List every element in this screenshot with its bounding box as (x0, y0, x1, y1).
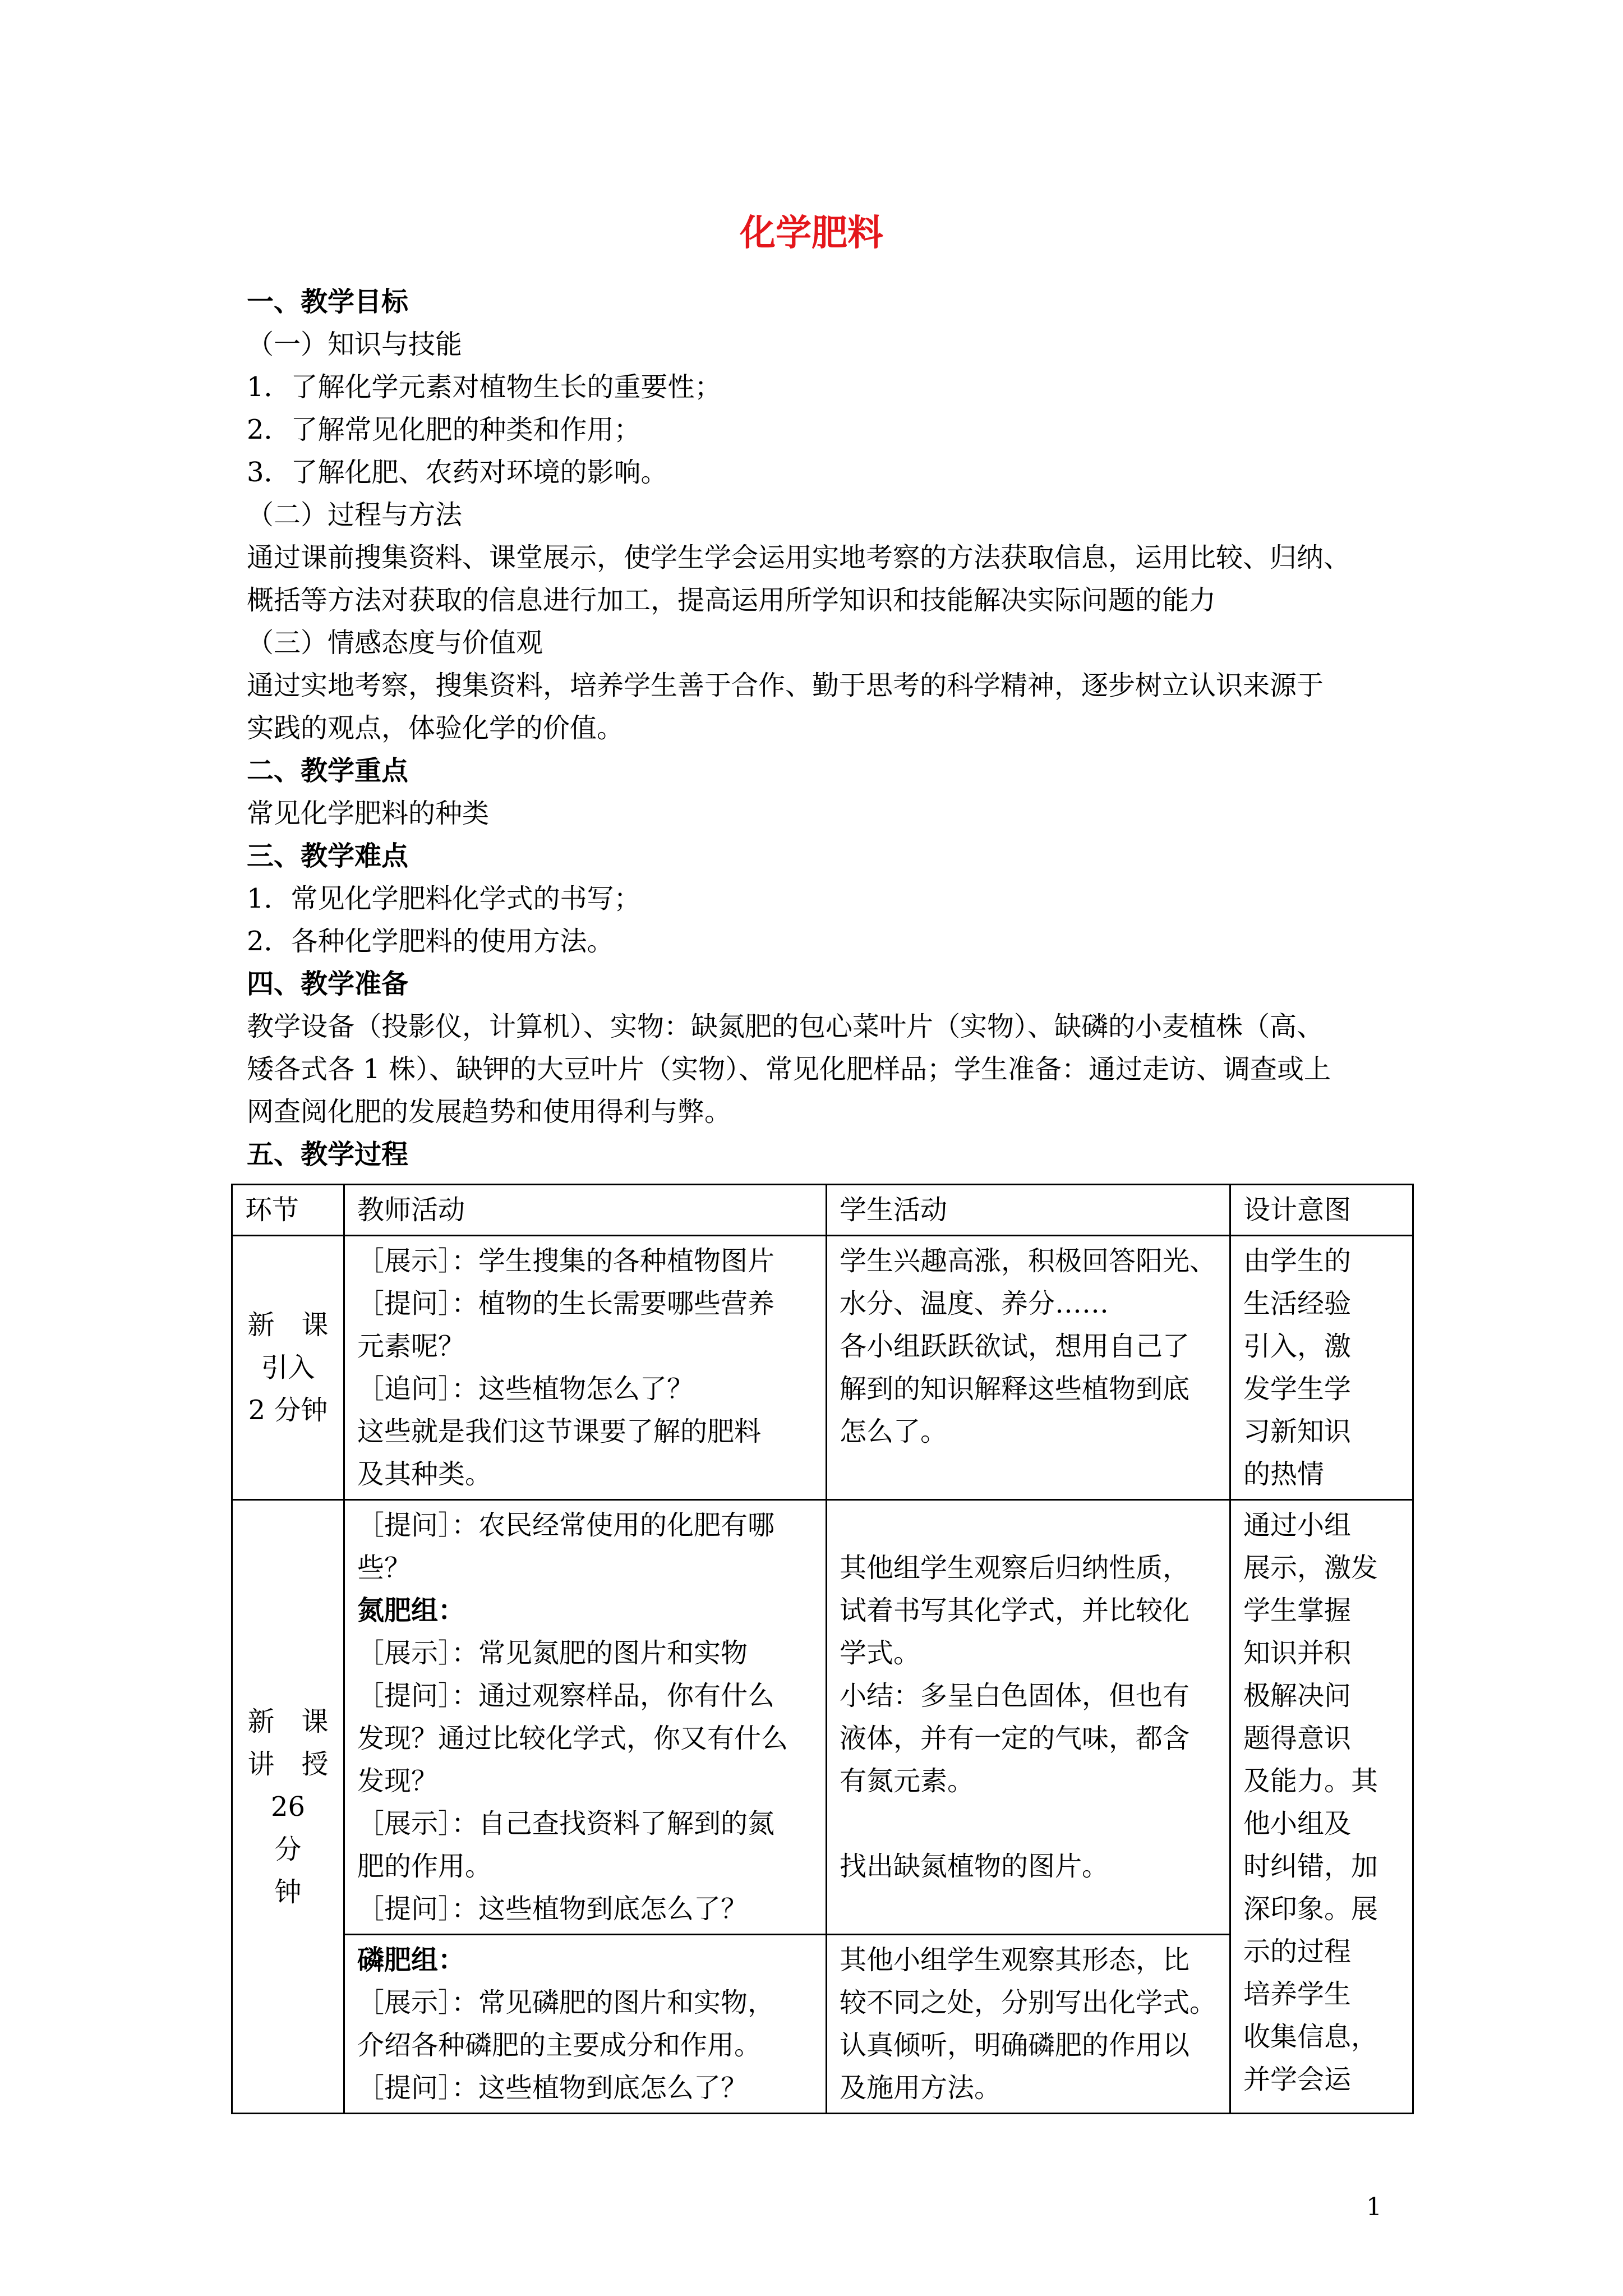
difficulty-item-1: 1．常见化学肥料化学式的书写； (247, 883, 641, 914)
difficulty-item-2: 2．各种化学肥料的使用方法。 (247, 926, 614, 957)
section-heading-objectives: 一、教学目标 (247, 286, 409, 318)
table-row (232, 1500, 1413, 1935)
objective-item-2: 2．了解常见化肥的种类和作用； (247, 414, 641, 445)
stage-intro: 新 课 引入 2 分钟 (232, 1236, 344, 1500)
subheading-process: （二）过程与方法 (247, 499, 463, 531)
subheading-attitude: （三）情感态度与价值观 (247, 627, 543, 659)
document-title: 化学肥料 (740, 212, 883, 254)
teacher-activity-intro: ［展示］：学生搜集的各种植物图片 ［提问］：植物的生长需要哪些营养 元素呢？ ［追问］：这些植物怎么了？ 这些就是我们这节课要了解的肥料 及其种类。 (344, 1236, 827, 1500)
document-body (247, 280, 1396, 1176)
design-intent-intro: 由学生的 生活经验 引入，激 发学生学 习新知识 的热情 (1230, 1236, 1413, 1500)
teacher-activity-nitrogen: ［提问］：农民经常使用的化肥有哪 些？ 氮肥组： ［展示］：常见氮肥的图片和实物 ［提问］：通过观察样品，你有什么 发现？通过比较化学式，你又有什么 发现？ ［展示］：自己查找资料了解到的氮 肥的作用。 ［提问］：这些植物到底怎么了？ (344, 1500, 827, 1935)
student-activity-intro: 学生兴趣高涨，积极回答阳光、 水分、温度、养分…… 各小组跃跃欲试，想用自己了 解到的知识解释这些植物到底 怎么了。 (827, 1236, 1230, 1500)
teacher-activity-phosphorus: 磷肥组： ［展示］：常见磷肥的图片和实物， 介绍各种磷肥的主要成分和作用。 ［提问］：这些植物到底怎么了？ (344, 1935, 827, 2114)
table-row (232, 1236, 1413, 1500)
header-teacher-activity: 教师活动 (344, 1185, 827, 1236)
section-heading-process: 五、教学过程 (247, 1139, 409, 1170)
process-paragraph: 通过课前搜集资料、课堂展示，使学生学会运用实地考察的方法获取信息，运用比较、归纳、 概括等方法对获取的信息进行加工，提高运用所学知识和技能解决实际问题的能力 (247, 542, 1351, 616)
preparation-paragraph: 教学设备（投影仪，计算机）、实物：缺氮肥的包心菜叶片（实物）、缺磷的小麦植株（高、 矮各式各 1 株）、缺钾的大豆叶片（实物）、常见化肥样品；学生准备：通过走访、调查或上 网查阅化肥的发展趋势和使用得利与弊。 (247, 1011, 1331, 1128)
header-design-intent: 设计意图 (1230, 1185, 1413, 1236)
page-number: 1 (1366, 2193, 1382, 2221)
group-label-nitrogen: 氮肥组： (357, 1595, 465, 1626)
table-header-row (232, 1185, 1413, 1236)
section-heading-preparation: 四、教学准备 (247, 968, 409, 1000)
student-activity-nitrogen: 其他组学生观察后归纳性质， 试着书写其化学式，并比较化 学式。 小结：多呈白色固体，但也有 液体，并有一定的气味，都含 有氮元素。 找出缺氮植物的图片。 (827, 1500, 1230, 1935)
key-points-text: 常见化学肥料的种类 (247, 798, 490, 829)
stage-new-lesson: 新 课 讲 授 26 分 钟 (232, 1500, 344, 2114)
section-heading-key-points: 二、教学重点 (247, 755, 409, 786)
group-label-phosphorus: 磷肥组： (357, 1944, 465, 1976)
header-student-activity: 学生活动 (827, 1185, 1230, 1236)
header-stage: 环节 (232, 1185, 344, 1236)
subheading-knowledge: （一）知识与技能 (247, 329, 463, 360)
teaching-process-table (231, 1184, 1414, 2114)
section-heading-difficulties: 三、教学难点 (247, 840, 409, 872)
student-activity-phosphorus: 其他小组学生观察其形态，比 较不同之处，分别写出化学式。 认真倾听，明确磷肥的作用以 及施用方法。 (827, 1935, 1230, 2114)
attitude-paragraph: 通过实地考察，搜集资料，培养学生善于合作、勤于思考的科学精神，逐步树立认识来源于 实践的观点，体验化学的价值。 (247, 670, 1324, 744)
objective-item-3: 3．了解化肥、农药对环境的影响。 (247, 457, 668, 488)
objective-item-1: 1．了解化学元素对植物生长的重要性； (247, 371, 722, 403)
design-intent-new-lesson: 通过小组 展示，激发 学生掌握 知识并积 极解决问 题得意识 及能力。其 他小组及 时纠错，加 深印象。展 示的过程 培养学生 收集信息， 并学会运 (1230, 1500, 1413, 2114)
